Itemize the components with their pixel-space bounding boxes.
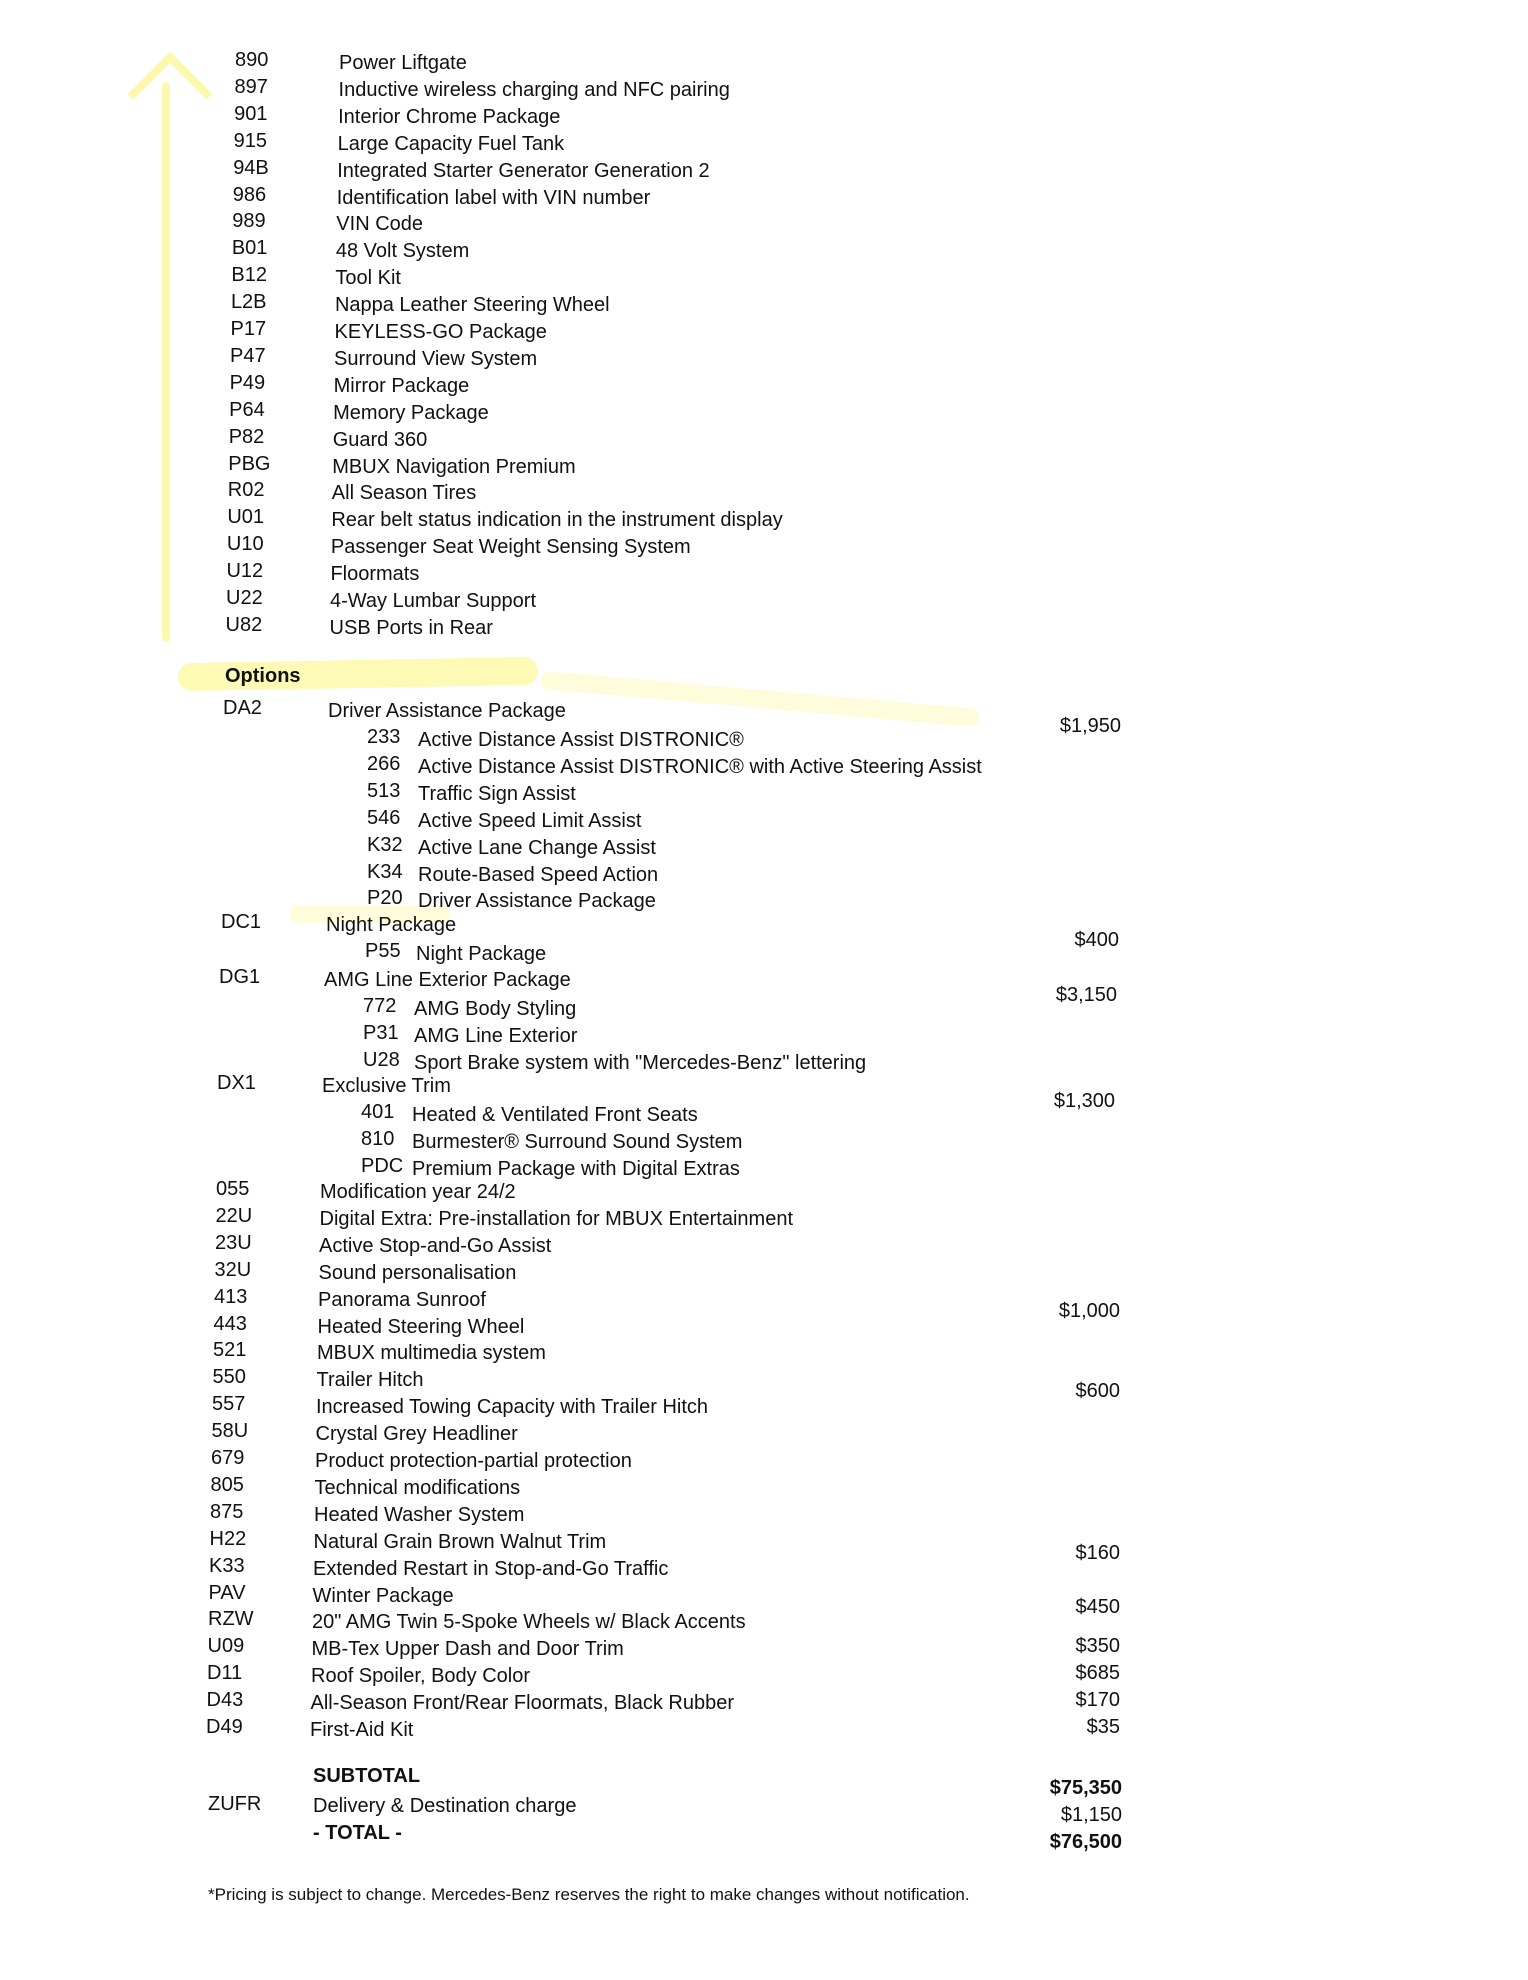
item-description: All Season Tires [331,482,477,505]
option-price: $350 [1075,1635,1120,1658]
item-code: L2B [230,291,267,314]
sub-item-code: 772 [363,995,397,1017]
sub-item-description: Active Distance Assist DISTRONIC® [418,729,744,751]
item-description: USB Ports in Rear [329,616,493,639]
item-description: Nappa Leather Steering Wheel [334,294,610,317]
option-code: 055 [216,1178,250,1200]
option-description: Heated Steering Wheel [317,1315,525,1338]
item-code: PBG [228,452,271,475]
option-code: PAV [208,1581,246,1604]
highlighter-arrow-head [128,52,213,137]
option-code: 32U [214,1258,252,1281]
pricing-footnote: *Pricing is subject to change. Mercedes-Benz reserves the right to make changes without notification. [208,1885,970,1904]
sub-item-code: PDC [361,1154,404,1177]
option-code: 22U [215,1204,253,1227]
item-code: U12 [226,560,264,583]
item-description: Power Liftgate [339,52,467,74]
sub-item-description: Active Distance Assist DISTRONIC® with Active Steering Assist [418,755,982,778]
item-description: Floormats [330,563,420,586]
package-price: $400 [1074,929,1119,951]
sub-item-code: U28 [363,1048,400,1071]
sub-item-code: 266 [367,752,401,775]
item-description: 48 Volt System [335,240,470,263]
package-price: $3,150 [1055,984,1117,1006]
item-code: P47 [230,344,266,367]
item-code: 890 [235,49,269,71]
total-label: - TOTAL - [313,1822,402,1844]
option-description: First-Aid Kit [310,1719,414,1741]
option-code: 557 [212,1393,246,1416]
option-description: MBUX multimedia system [317,1342,546,1365]
sub-item-description: Driver Assistance Package [418,890,656,913]
option-code: D11 [207,1662,243,1685]
options-heading: Options [225,665,301,687]
option-code: 550 [212,1366,246,1389]
delivery-value: $1,150 [1060,1804,1122,1826]
option-code: D43 [206,1689,244,1712]
item-code: P64 [229,398,265,421]
sub-item-code: 513 [367,779,401,802]
package-name: Night Package [326,914,457,936]
sub-item-code: P31 [363,1021,399,1044]
option-code: H22 [209,1527,247,1550]
sub-item-code: 401 [361,1101,395,1123]
item-code: 897 [234,75,268,98]
option-code: 679 [211,1447,245,1469]
item-code: 989 [232,210,266,233]
option-description: Roof Spoiler, Body Color [311,1665,531,1688]
sub-item-description: Night Package [416,943,547,965]
option-code: 805 [210,1473,244,1496]
item-description: Mirror Package [333,374,470,397]
package-name: Exclusive Trim [322,1075,451,1097]
option-price: $35 [1086,1716,1120,1738]
item-description: 4-Way Lumbar Support [330,590,537,612]
option-description: 20" AMG Twin 5-Spoke Wheels w/ Black Accents [312,1611,746,1634]
sub-item-description: AMG Line Exterior [414,1024,578,1047]
package-price: $1,950 [1059,715,1121,737]
option-description: Panorama Sunroof [318,1288,486,1311]
sub-item-code: P55 [365,940,401,962]
option-description: Modification year 24/2 [320,1181,516,1203]
package-name: Driver Assistance Package [328,700,566,722]
item-description: Identification label with VIN number [336,186,651,209]
option-price: $1,000 [1058,1299,1120,1322]
delivery-label: Delivery & Destination charge [313,1795,577,1817]
item-code: U22 [226,587,263,609]
item-code: U01 [227,506,265,529]
option-description: MB-Tex Upper Dash and Door Trim [311,1638,624,1661]
option-description: All-Season Front/Rear Floormats, Black Rubber [310,1692,734,1715]
option-code: 23U [215,1231,252,1254]
option-description: Winter Package [312,1584,454,1607]
item-description: Large Capacity Fuel Tank [337,132,565,155]
option-price: $170 [1075,1689,1120,1712]
package-code: DA2 [223,697,262,719]
sub-item-code: K32 [367,833,403,856]
sub-item-description: AMG Body Styling [414,998,577,1020]
sub-item-description: Sport Brake system with "Mercedes-Benz" lettering [414,1051,867,1074]
item-description: VIN Code [336,213,424,236]
total-value: $76,500 [1049,1831,1122,1853]
option-description: Extended Restart in Stop-and-Go Traffic [313,1557,669,1580]
option-description: Increased Towing Capacity with Trailer Hitch [316,1396,709,1419]
sub-item-description: Route-Based Speed Action [418,863,659,886]
option-code: 58U [211,1420,249,1443]
package-code: DX1 [217,1072,256,1094]
item-code: 94B [233,156,269,179]
option-price: $160 [1075,1541,1120,1564]
item-code: U10 [226,533,264,556]
option-code: 443 [213,1312,247,1335]
item-code: 986 [232,183,267,206]
option-price: $685 [1075,1662,1120,1685]
item-description: Tool Kit [335,267,401,290]
item-code: U82 [225,613,263,636]
sub-item-description: Traffic Sign Assist [418,782,576,805]
package-price: $1,300 [1053,1090,1115,1112]
item-description: Surround View System [334,347,538,370]
item-code: B01 [231,237,268,260]
package-code: DG1 [219,966,261,988]
sub-item-code: 546 [367,806,401,829]
option-description: Sound personalisation [318,1261,517,1284]
option-price: $600 [1075,1380,1120,1403]
sub-item-description: Premium Package with Digital Extras [412,1157,740,1180]
sub-item-code: P20 [367,887,403,910]
option-description: Active Stop-and-Go Assist [319,1234,552,1257]
subtotal-label: SUBTOTAL [313,1765,421,1787]
option-description: Digital Extra: Pre-installation for MBUX Entertainment [319,1207,794,1230]
item-description: Guard 360 [332,428,428,451]
item-code: R02 [227,479,265,502]
item-description: Interior Chrome Package [338,105,561,128]
option-code: U09 [207,1635,245,1658]
sub-item-code: K34 [367,860,403,883]
package-code: DC1 [221,911,262,933]
item-code: P82 [228,425,265,448]
option-code: RZW [208,1608,254,1631]
option-code: 875 [210,1500,244,1523]
sub-item-code: 810 [361,1127,395,1150]
item-code: 915 [233,129,268,152]
option-description: Product protection-partial protection [315,1450,632,1472]
item-code: P49 [229,371,266,394]
subtotal-value: $75,350 [1049,1777,1122,1799]
item-description: Passenger Seat Weight Sensing System [330,536,691,559]
item-code: P17 [230,318,267,340]
delivery-code: ZUFR [208,1793,262,1815]
option-description: Heated Washer System [314,1503,525,1526]
sub-item-code: 233 [367,726,401,748]
option-description: Technical modifications [314,1476,521,1499]
highlighter-stroke [540,671,980,727]
option-code: 413 [214,1285,248,1308]
item-description: KEYLESS-GO Package [334,321,547,343]
item-code: 901 [234,102,268,125]
item-description: Memory Package [333,401,489,424]
package-name: AMG Line Exterior Package [324,969,571,991]
item-description: MBUX Navigation Premium [332,455,576,478]
option-price: $450 [1075,1595,1120,1618]
item-description: Integrated Starter Generator Generation 2 [337,159,710,182]
item-description: Inductive wireless charging and NFC pairing [338,78,730,101]
item-description: Rear belt status indication in the instrument display [331,509,783,532]
sub-item-description: Heated & Ventilated Front Seats [412,1104,698,1126]
sub-item-description: Active Speed Limit Assist [418,809,642,832]
highlighter-arrow-shaft [162,82,170,642]
option-description: Crystal Grey Headliner [315,1423,518,1446]
option-description: Natural Grain Brown Walnut Trim [313,1530,607,1553]
option-code: 521 [213,1339,247,1362]
option-code: K33 [209,1554,245,1577]
sub-item-description: Active Lane Change Assist [418,836,656,859]
option-description: Trailer Hitch [316,1369,424,1392]
sub-item-description: Burmester® Surround Sound System [412,1130,743,1153]
option-code: D49 [206,1716,243,1738]
item-code: B12 [231,264,267,287]
